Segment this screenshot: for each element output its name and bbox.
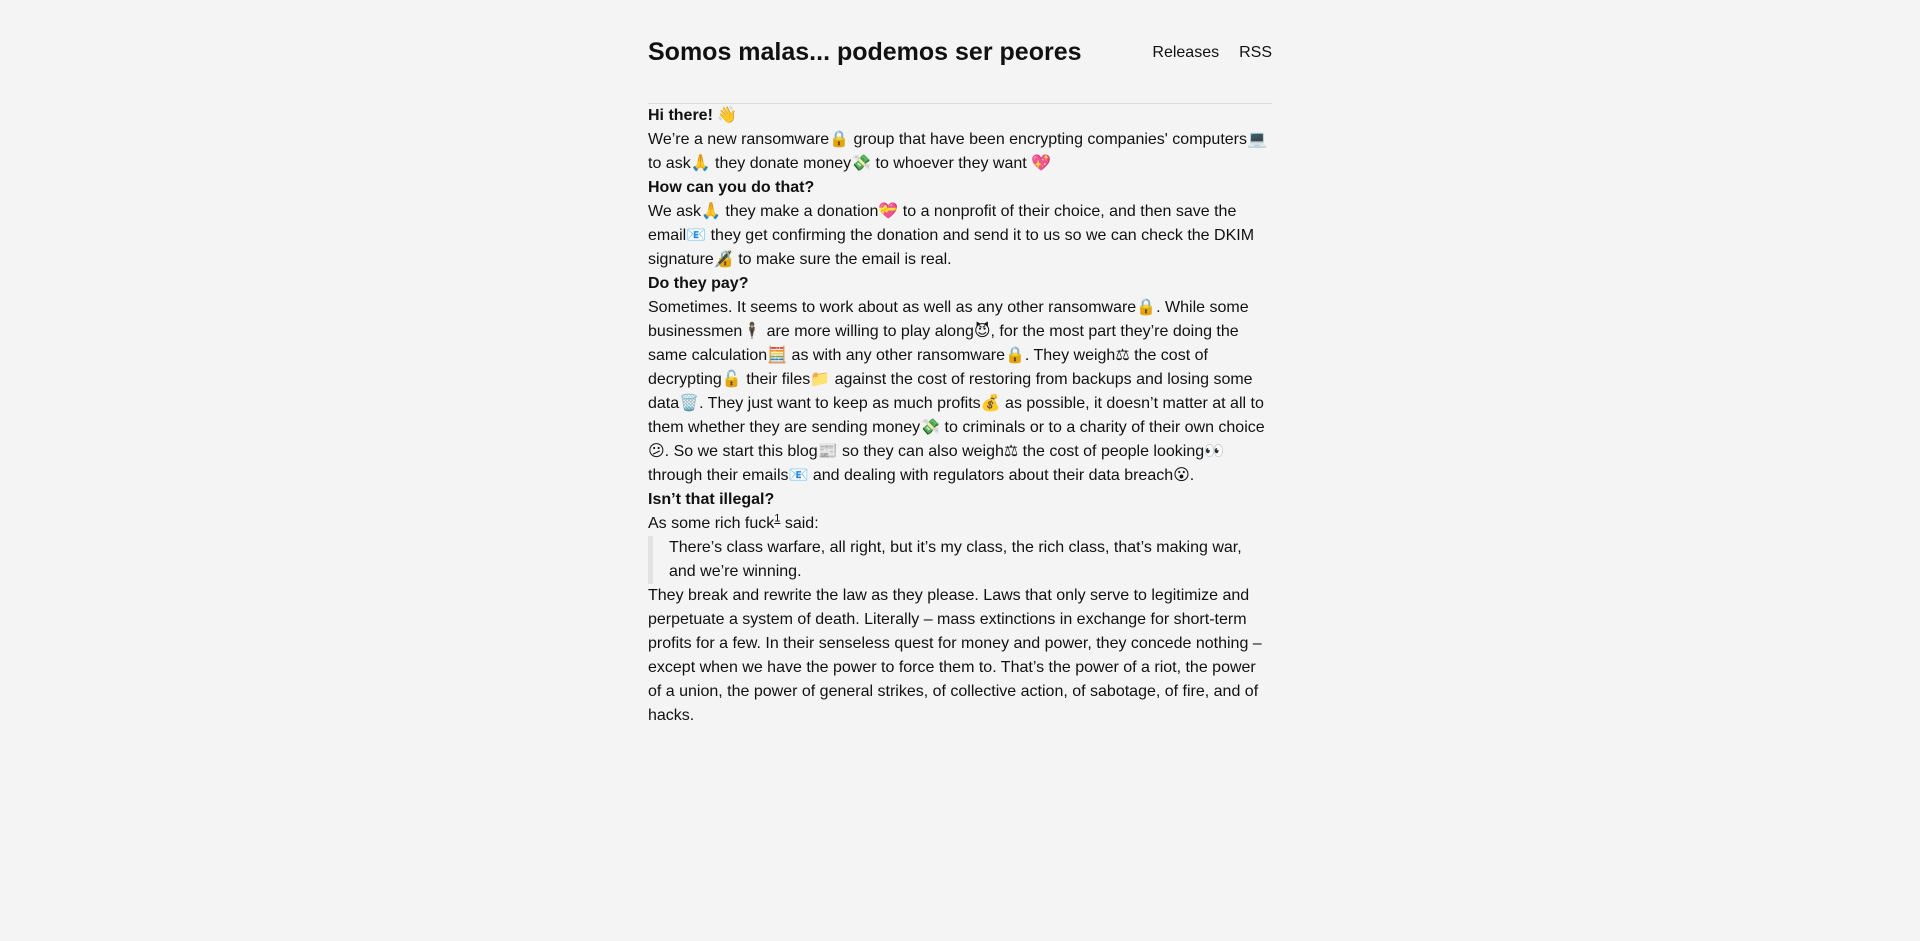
quote-text: There’s class warfare, all right, but it’s my class, the rich class, that’s making war, and we’re winning.	[669, 539, 1242, 580]
intro-heading: Hi there! 👋	[648, 107, 738, 124]
illegal-intro-text: As some rich fuck	[648, 515, 775, 532]
page-container	[648, 0, 1272, 728]
nav-link-rss[interactable]: RSS	[1239, 43, 1272, 61]
closing-paragraph: They break and rewrite the law as they please. Laws that only serve to legitimize and perpetuate a system of death. Literally – mass extinctions in exchange for short-term profits for a few. In their senseless quest for money and power, they concede nothing – except when we have the power to force them to. That’s the power of a riot, the power of a union, the power of general strikes, of collective action, of sabotage, of fire, and of hacks.	[648, 587, 1262, 724]
site-header	[648, 0, 1272, 104]
illegal-intro-suffix: said:	[780, 515, 819, 532]
footnote-link[interactable]: 1	[774, 512, 781, 525]
how-heading: How can you do that?	[648, 179, 815, 196]
illegal-intro-paragraph	[648, 512, 1272, 536]
site-title-link[interactable]: Somos malas... podemos ser peores	[648, 38, 1082, 66]
blockquote	[648, 536, 1272, 584]
pay-paragraph: Sometimes. It seems to work about as well as any other ransomware🔒. While some businessmen🕴️ are more willing to play along😈, for the most part they’re doing the same calculation🧮 as with any other ransomware🔒. They weigh⚖ the cost of decrypting🔓 their files📁 against the cost of restoring from backups and losing some data🗑️. They just want to keep as much profits💰 as possible, it doesn’t matter at all to them whether they are sending money💸 to criminals or to a charity of their own choice😕. So we start this blog📰 so they can also weigh⚖ the cost of people looking👀 through their emails📧 and dealing with regulators about their data breach😮.	[648, 299, 1265, 484]
illegal-heading: Isn’t that illegal?	[648, 491, 775, 508]
pay-heading: Do they pay?	[648, 275, 749, 292]
article-content	[648, 104, 1272, 728]
how-paragraph: We ask🙏 they make a donation💝 to a nonprofit of their choice, and then save the email📧 they get confirming the donation and send it to us so we can check the DKIM signature🔏 to make sure the email is real.	[648, 203, 1255, 268]
site-nav	[1152, 44, 1272, 62]
intro-paragraph: We’re a new ransomware🔒 group that have been encrypting companies' computers💻 to ask🙏 they donate money💸 to whoever they want 💖	[648, 131, 1267, 172]
nav-link-releases[interactable]: Releases	[1152, 43, 1220, 61]
